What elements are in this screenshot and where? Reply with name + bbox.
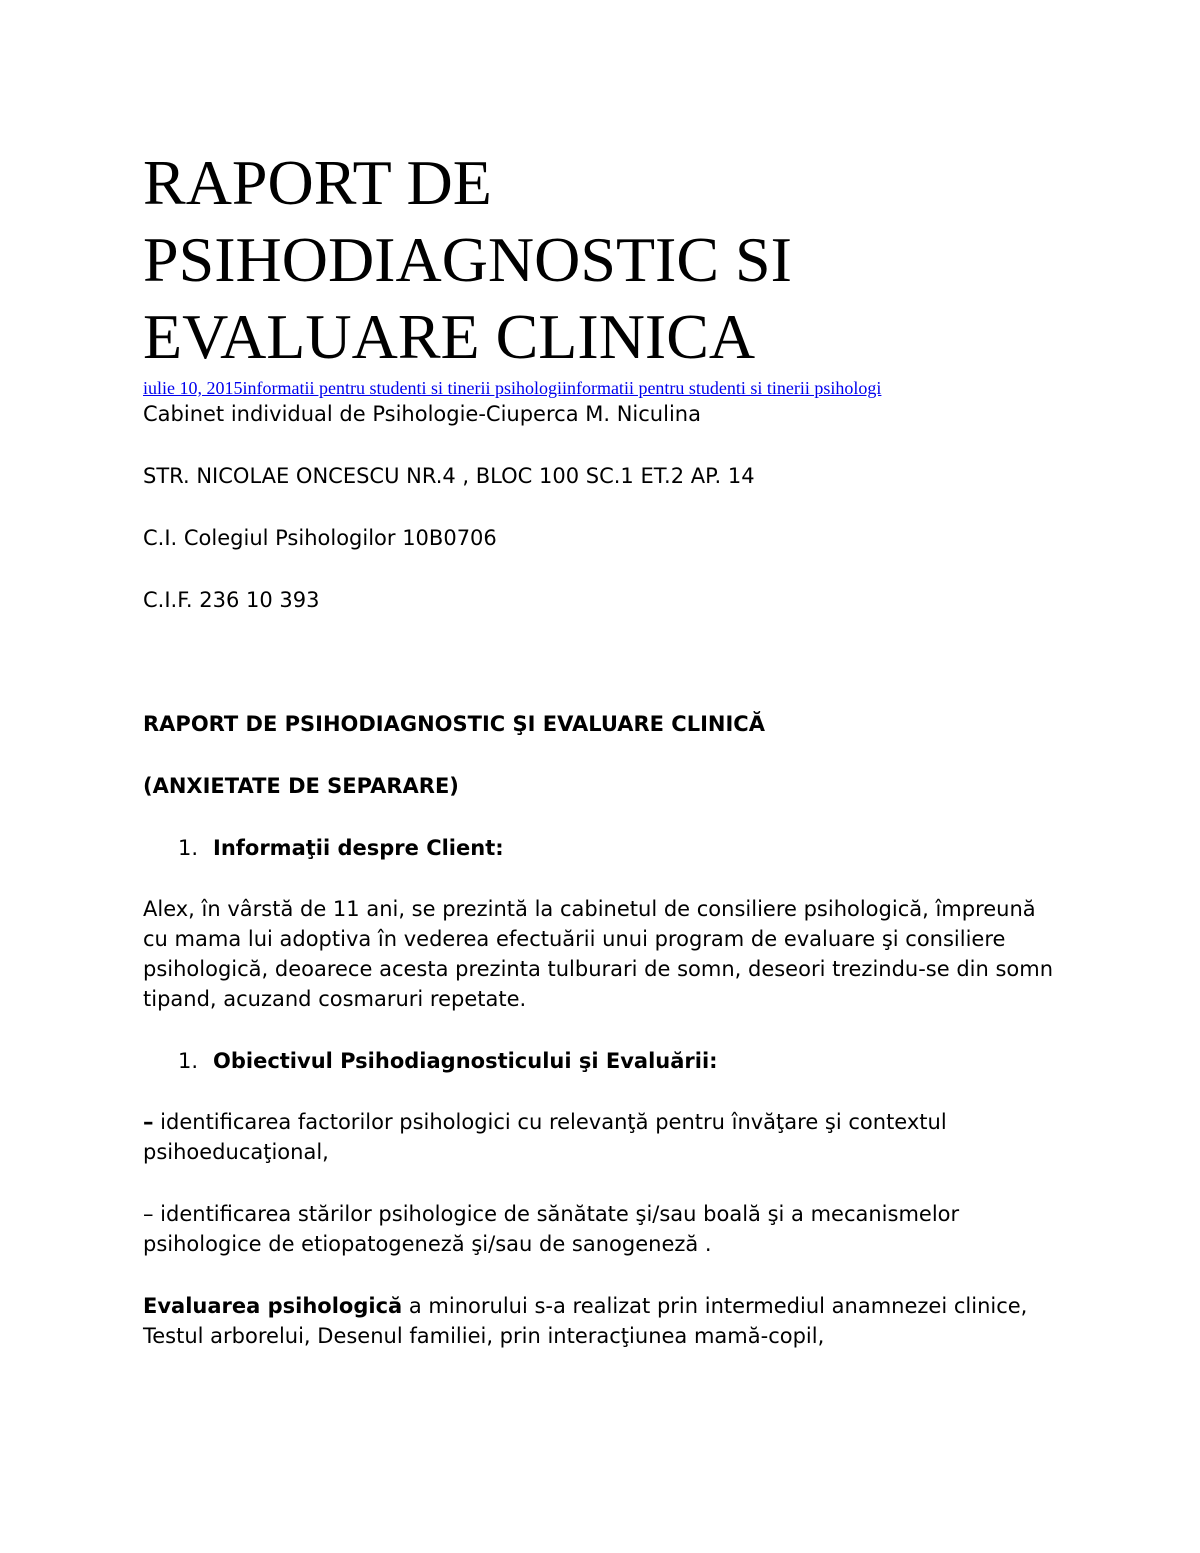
title-line-1: RAPORT DE xyxy=(143,147,492,218)
cabinet-cif: C.I.F. 236 10 393 xyxy=(143,588,320,612)
page-title xyxy=(143,0,1063,375)
cabinet-name: Cabinet individual de Psihologie-Ciuperca M. Niculina xyxy=(143,402,701,426)
title-line-2: PSIHODIAGNOSTIC SI xyxy=(143,224,792,295)
document-page xyxy=(143,0,1063,1351)
list-number: 1. xyxy=(178,1049,199,1073)
objective-item-2: – identificarea stărilor psihologice de sănătate şi/sau boală şi a mecanismelor psihologice de etiopatogeneză şi/sau de sanogeneză . xyxy=(143,1202,960,1256)
list-number: 1. xyxy=(178,836,199,860)
section-title: Informaţii despre Client: xyxy=(213,836,504,860)
section-title: Obiectivul Psihodiagnosticului şi Evaluării: xyxy=(213,1049,718,1073)
report-subheading: (ANXIETATE DE SEPARARE) xyxy=(143,774,459,798)
post-meta-link[interactable]: iulie 10, 2015informatii pentru studenti si tinerii psihologiinformatii pentru studenti si tinerii psihologi xyxy=(143,378,882,398)
cabinet-ci: C.I. Colegiul Psihologilor 10B0706 xyxy=(143,526,497,550)
report-heading: RAPORT DE PSIHODIAGNOSTIC ŞI EVALUARE CLINICĂ xyxy=(143,712,765,736)
evaluation-paragraph xyxy=(143,1291,1063,1351)
client-info-paragraph: Alex, în vârstă de 11 ani, se prezintă la cabinetul de consiliere psihologică, împreună cu mama lui adoptiva în vederea efectuării unui program de evaluare şi consiliere psihologică, deoarece acesta prezinta tulburari de somn, deseori trezindu-se din somn tipand, acuzand cosmaruri repetate. xyxy=(143,897,1054,1011)
title-line-3: EVALUARE CLINICA xyxy=(143,301,756,372)
evaluation-text: a minorului s-a realizat prin intermediul anamnezei clinice, Testul arborelui, Desenul familiei, prin interacţiunea mamă-copil, xyxy=(143,1294,1028,1348)
document-body xyxy=(143,399,1063,1351)
section-client-info-heading xyxy=(143,833,1063,863)
objective-text: identificarea factorilor psihologici cu relevanţă pentru învăţare şi contextul psihoeducaţional, xyxy=(143,1110,947,1164)
section-objective-heading xyxy=(143,1046,1063,1076)
evaluation-lead: Evaluarea psihologică xyxy=(143,1294,403,1318)
dash-marker: – xyxy=(143,1110,154,1134)
objective-item-1 xyxy=(143,1107,1063,1167)
cabinet-address: STR. NICOLAE ONCESCU NR.4 , BLOC 100 SC.1 ET.2 AP. 14 xyxy=(143,464,755,488)
